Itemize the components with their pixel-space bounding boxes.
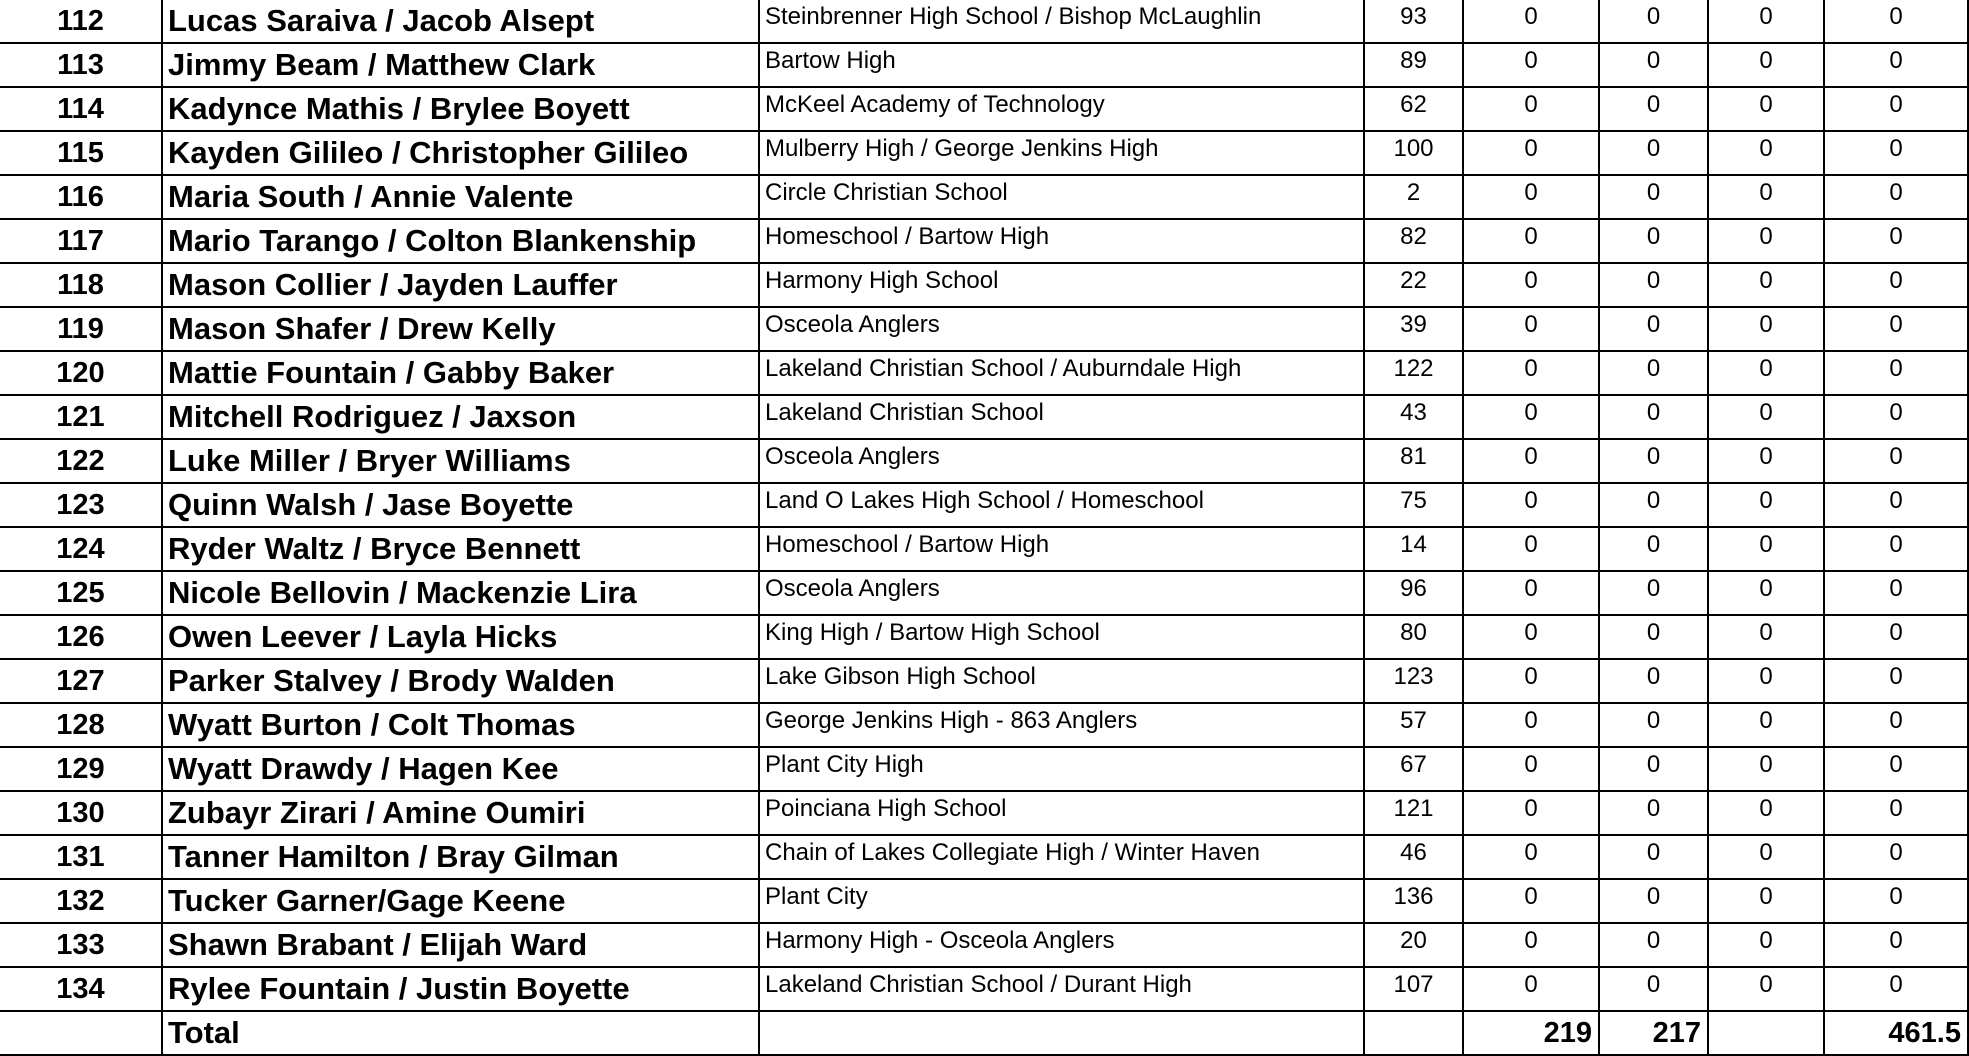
team-cell: Kayden Gilileo / Christopher Gilileo — [162, 131, 759, 175]
boat-number-cell: 96 — [1364, 571, 1463, 615]
school-cell: Plant City High — [759, 747, 1364, 791]
boat-number-cell: 121 — [1364, 791, 1463, 835]
score-cell-1: 0 — [1463, 395, 1599, 439]
table-row — [0, 703, 1968, 747]
score-cell-3: 0 — [1708, 703, 1824, 747]
table-row — [0, 967, 1968, 1011]
score-cell-1: 0 — [1463, 615, 1599, 659]
table-row — [0, 439, 1968, 483]
school-cell: Lakeland Christian School / Auburndale High — [759, 351, 1364, 395]
score-cell-1: 0 — [1463, 747, 1599, 791]
score-cell-1: 0 — [1463, 351, 1599, 395]
table-row — [0, 791, 1968, 835]
rank-cell: 113 — [0, 43, 162, 87]
table-row — [0, 175, 1968, 219]
score-cell-3: 0 — [1708, 835, 1824, 879]
score-cell-2: 0 — [1599, 87, 1708, 131]
boat-number-cell: 46 — [1364, 835, 1463, 879]
score-cell-1: 0 — [1463, 923, 1599, 967]
table-row — [0, 879, 1968, 923]
school-cell: George Jenkins High - 863 Anglers — [759, 703, 1364, 747]
score-cell-3: 0 — [1708, 659, 1824, 703]
score-cell-1: 0 — [1463, 571, 1599, 615]
school-cell: Osceola Anglers — [759, 307, 1364, 351]
score-cell-2: 0 — [1599, 923, 1708, 967]
score-cell-2: 0 — [1599, 219, 1708, 263]
table-row — [0, 87, 1968, 131]
score-cell-1: 0 — [1463, 835, 1599, 879]
score-cell-4: 0 — [1824, 307, 1968, 351]
score-cell-2: 0 — [1599, 659, 1708, 703]
score-cell-3: 0 — [1708, 43, 1824, 87]
score-cell-2: 0 — [1599, 835, 1708, 879]
school-cell: Osceola Anglers — [759, 439, 1364, 483]
team-cell: Shawn Brabant / Elijah Ward — [162, 923, 759, 967]
score-cell-3: 0 — [1708, 0, 1824, 43]
boat-number-cell: 80 — [1364, 615, 1463, 659]
boat-number-cell: 81 — [1364, 439, 1463, 483]
boat-number-cell: 67 — [1364, 747, 1463, 791]
table-row — [0, 923, 1968, 967]
score-cell-1: 0 — [1463, 131, 1599, 175]
score-cell-1: 0 — [1463, 87, 1599, 131]
score-cell-2: 0 — [1599, 747, 1708, 791]
rank-cell: 120 — [0, 351, 162, 395]
total-row — [0, 1011, 1968, 1055]
team-cell: Mario Tarango / Colton Blankenship — [162, 219, 759, 263]
team-cell: Mason Shafer / Drew Kelly — [162, 307, 759, 351]
score-cell-4: 0 — [1824, 879, 1968, 923]
boat-number-cell: 123 — [1364, 659, 1463, 703]
score-cell-2: 0 — [1599, 703, 1708, 747]
team-cell: Wyatt Burton / Colt Thomas — [162, 703, 759, 747]
team-cell: Zubayr Zirari / Amine Oumiri — [162, 791, 759, 835]
score-cell-3: 0 — [1708, 791, 1824, 835]
table-row — [0, 351, 1968, 395]
score-cell-1: 0 — [1463, 791, 1599, 835]
team-cell: Maria South / Annie Valente — [162, 175, 759, 219]
score-cell-1: 0 — [1463, 483, 1599, 527]
rank-cell: 121 — [0, 395, 162, 439]
score-cell-4: 0 — [1824, 351, 1968, 395]
score-cell-3: 0 — [1708, 483, 1824, 527]
score-cell-1: 0 — [1463, 219, 1599, 263]
score-cell-3: 0 — [1708, 747, 1824, 791]
score-cell-4: 0 — [1824, 175, 1968, 219]
boat-number-cell: 57 — [1364, 703, 1463, 747]
score-cell-3: 0 — [1708, 131, 1824, 175]
team-cell: Quinn Walsh / Jase Boyette — [162, 483, 759, 527]
boat-number-cell: 22 — [1364, 263, 1463, 307]
boat-number-cell: 122 — [1364, 351, 1463, 395]
score-cell-2: 0 — [1599, 615, 1708, 659]
school-cell: Lakeland Christian School — [759, 395, 1364, 439]
school-cell: King High / Bartow High School — [759, 615, 1364, 659]
table-row — [0, 131, 1968, 175]
score-cell-1: 0 — [1463, 703, 1599, 747]
total-school-cell — [759, 1011, 1364, 1055]
school-cell: Mulberry High / George Jenkins High — [759, 131, 1364, 175]
team-cell: Parker Stalvey / Brody Walden — [162, 659, 759, 703]
boat-number-cell: 62 — [1364, 87, 1463, 131]
score-cell-4: 0 — [1824, 395, 1968, 439]
table-row — [0, 219, 1968, 263]
score-cell-1: 0 — [1463, 659, 1599, 703]
school-cell: Homeschool / Bartow High — [759, 219, 1364, 263]
score-cell-3: 0 — [1708, 571, 1824, 615]
score-cell-3: 0 — [1708, 219, 1824, 263]
score-cell-4: 0 — [1824, 571, 1968, 615]
table-row — [0, 747, 1968, 791]
school-cell: Steinbrenner High School / Bishop McLaughlin — [759, 0, 1364, 43]
total-rank-cell — [0, 1011, 162, 1055]
rank-cell: 125 — [0, 571, 162, 615]
rank-cell: 118 — [0, 263, 162, 307]
score-cell-4: 0 — [1824, 527, 1968, 571]
score-cell-2: 0 — [1599, 0, 1708, 43]
rank-cell: 119 — [0, 307, 162, 351]
boat-number-cell: 107 — [1364, 967, 1463, 1011]
score-cell-1: 0 — [1463, 439, 1599, 483]
table-row — [0, 307, 1968, 351]
score-cell-4: 0 — [1824, 439, 1968, 483]
rank-cell: 131 — [0, 835, 162, 879]
score-cell-4: 0 — [1824, 703, 1968, 747]
school-cell: Chain of Lakes Collegiate High / Winter Haven — [759, 835, 1364, 879]
score-cell-4: 0 — [1824, 747, 1968, 791]
table-row — [0, 615, 1968, 659]
team-cell: Tanner Hamilton / Bray Gilman — [162, 835, 759, 879]
score-cell-2: 0 — [1599, 483, 1708, 527]
school-cell: McKeel Academy of Technology — [759, 87, 1364, 131]
rank-cell: 128 — [0, 703, 162, 747]
score-cell-2: 0 — [1599, 571, 1708, 615]
score-cell-2: 0 — [1599, 351, 1708, 395]
score-cell-1: 0 — [1463, 263, 1599, 307]
team-cell: Mattie Fountain / Gabby Baker — [162, 351, 759, 395]
table-row — [0, 483, 1968, 527]
score-cell-4: 0 — [1824, 0, 1968, 43]
score-cell-1: 0 — [1463, 967, 1599, 1011]
team-cell: Tucker Garner/Gage Keene — [162, 879, 759, 923]
team-cell: Owen Leever / Layla Hicks — [162, 615, 759, 659]
score-cell-3: 0 — [1708, 879, 1824, 923]
school-cell: Harmony High School — [759, 263, 1364, 307]
team-cell: Mitchell Rodriguez / Jaxson — [162, 395, 759, 439]
score-cell-2: 0 — [1599, 527, 1708, 571]
school-cell: Poinciana High School — [759, 791, 1364, 835]
boat-number-cell: 100 — [1364, 131, 1463, 175]
score-cell-2: 0 — [1599, 879, 1708, 923]
school-cell: Homeschool / Bartow High — [759, 527, 1364, 571]
rank-cell: 116 — [0, 175, 162, 219]
boat-number-cell: 93 — [1364, 0, 1463, 43]
rank-cell: 117 — [0, 219, 162, 263]
rank-cell: 112 — [0, 0, 162, 43]
table-row — [0, 263, 1968, 307]
score-cell-2: 0 — [1599, 43, 1708, 87]
rank-cell: 115 — [0, 131, 162, 175]
score-cell-2: 0 — [1599, 791, 1708, 835]
rank-cell: 124 — [0, 527, 162, 571]
boat-number-cell: 2 — [1364, 175, 1463, 219]
score-cell-4: 0 — [1824, 131, 1968, 175]
rank-cell: 130 — [0, 791, 162, 835]
rank-cell: 126 — [0, 615, 162, 659]
score-cell-3: 0 — [1708, 307, 1824, 351]
score-cell-4: 0 — [1824, 615, 1968, 659]
rank-cell: 134 — [0, 967, 162, 1011]
score-cell-2: 0 — [1599, 131, 1708, 175]
boat-number-cell: 20 — [1364, 923, 1463, 967]
team-cell: Mason Collier / Jayden Lauffer — [162, 263, 759, 307]
score-cell-3: 0 — [1708, 351, 1824, 395]
school-cell: Lakeland Christian School / Durant High — [759, 967, 1364, 1011]
rank-cell: 123 — [0, 483, 162, 527]
score-cell-3: 0 — [1708, 439, 1824, 483]
team-cell: Wyatt Drawdy / Hagen Kee — [162, 747, 759, 791]
table-row — [0, 527, 1968, 571]
rank-cell: 129 — [0, 747, 162, 791]
rank-cell: 127 — [0, 659, 162, 703]
score-cell-2: 0 — [1599, 307, 1708, 351]
score-cell-3: 0 — [1708, 87, 1824, 131]
rank-cell: 122 — [0, 439, 162, 483]
score-cell-2: 0 — [1599, 395, 1708, 439]
score-cell-1: 0 — [1463, 879, 1599, 923]
score-cell-3: 0 — [1708, 263, 1824, 307]
score-cell-1: 0 — [1463, 527, 1599, 571]
rank-cell: 132 — [0, 879, 162, 923]
school-cell: Land O Lakes High School / Homeschool — [759, 483, 1364, 527]
total-score-1: 219 — [1463, 1011, 1599, 1055]
score-cell-4: 0 — [1824, 659, 1968, 703]
team-cell: Jimmy Beam / Matthew Clark — [162, 43, 759, 87]
boat-number-cell: 75 — [1364, 483, 1463, 527]
school-cell: Osceola Anglers — [759, 571, 1364, 615]
table-row — [0, 43, 1968, 87]
school-cell: Circle Christian School — [759, 175, 1364, 219]
score-cell-4: 0 — [1824, 791, 1968, 835]
boat-number-cell: 43 — [1364, 395, 1463, 439]
rank-cell: 133 — [0, 923, 162, 967]
team-cell: Kadynce Mathis / Brylee Boyett — [162, 87, 759, 131]
total-boat-cell — [1364, 1011, 1463, 1055]
score-cell-2: 0 — [1599, 967, 1708, 1011]
score-cell-2: 0 — [1599, 439, 1708, 483]
score-cell-4: 0 — [1824, 43, 1968, 87]
score-cell-4: 0 — [1824, 923, 1968, 967]
score-cell-3: 0 — [1708, 615, 1824, 659]
rank-cell: 114 — [0, 87, 162, 131]
score-cell-1: 0 — [1463, 0, 1599, 43]
team-cell: Lucas Saraiva / Jacob Alsept — [162, 0, 759, 43]
score-cell-2: 0 — [1599, 175, 1708, 219]
score-cell-1: 0 — [1463, 175, 1599, 219]
score-cell-4: 0 — [1824, 967, 1968, 1011]
table-row — [0, 0, 1968, 43]
score-cell-4: 0 — [1824, 263, 1968, 307]
score-cell-3: 0 — [1708, 527, 1824, 571]
boat-number-cell: 14 — [1364, 527, 1463, 571]
school-cell: Plant City — [759, 879, 1364, 923]
score-cell-3: 0 — [1708, 175, 1824, 219]
score-cell-1: 0 — [1463, 307, 1599, 351]
score-cell-4: 0 — [1824, 87, 1968, 131]
table-row — [0, 835, 1968, 879]
school-cell: Lake Gibson High School — [759, 659, 1364, 703]
score-cell-1: 0 — [1463, 43, 1599, 87]
school-cell: Harmony High - Osceola Anglers — [759, 923, 1364, 967]
score-cell-3: 0 — [1708, 923, 1824, 967]
score-cell-4: 0 — [1824, 835, 1968, 879]
score-cell-2: 0 — [1599, 263, 1708, 307]
score-cell-4: 0 — [1824, 219, 1968, 263]
score-cell-3: 0 — [1708, 967, 1824, 1011]
school-cell: Bartow High — [759, 43, 1364, 87]
total-score-4: 461.5 — [1824, 1011, 1968, 1055]
table-row — [0, 659, 1968, 703]
boat-number-cell: 89 — [1364, 43, 1463, 87]
boat-number-cell: 82 — [1364, 219, 1463, 263]
boat-number-cell: 136 — [1364, 879, 1463, 923]
total-label: Total — [162, 1011, 759, 1055]
team-cell: Rylee Fountain / Justin Boyette — [162, 967, 759, 1011]
team-cell: Ryder Waltz / Bryce Bennett — [162, 527, 759, 571]
table-row — [0, 395, 1968, 439]
total-score-3 — [1708, 1011, 1824, 1055]
boat-number-cell: 39 — [1364, 307, 1463, 351]
score-cell-4: 0 — [1824, 483, 1968, 527]
score-cell-3: 0 — [1708, 395, 1824, 439]
table-row — [0, 571, 1968, 615]
team-cell: Luke Miller / Bryer Williams — [162, 439, 759, 483]
total-score-2: 217 — [1599, 1011, 1708, 1055]
team-cell: Nicole Bellovin / Mackenzie Lira — [162, 571, 759, 615]
